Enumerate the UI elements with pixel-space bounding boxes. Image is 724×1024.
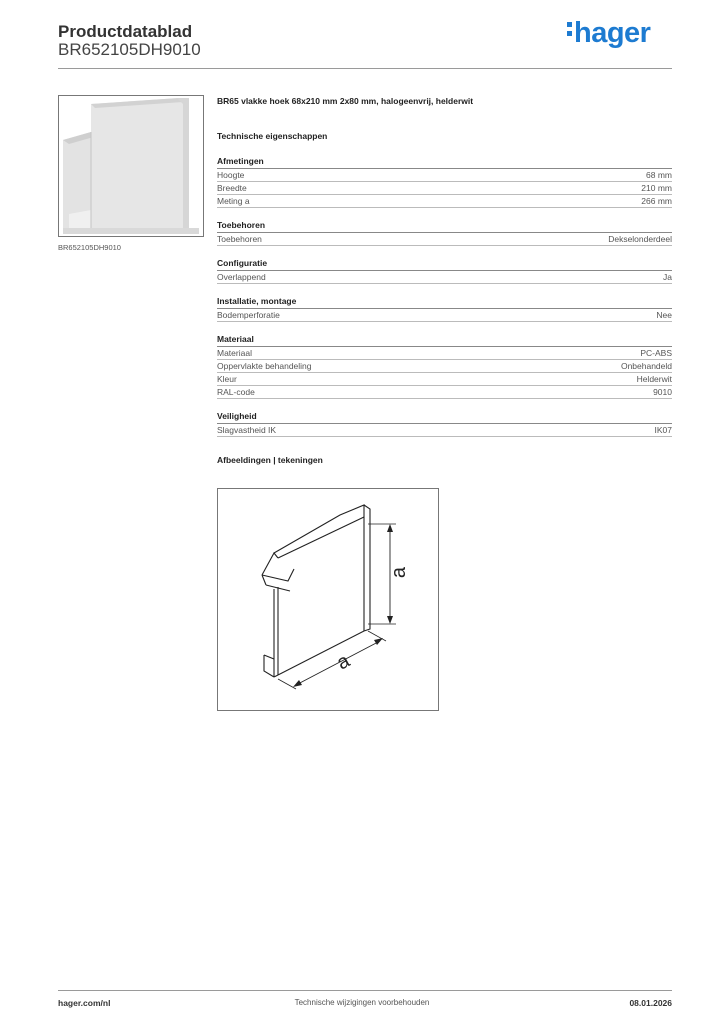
spec-value: Onbehandeld [620,361,672,371]
section-configuratie [217,258,672,284]
section-toebehoren [217,220,672,246]
section-materiaal [217,334,672,399]
footer-date: 08.01.2026 [629,998,672,1008]
logo-colon-icon [567,18,573,40]
footer-divider [58,990,672,991]
spec-row [217,360,672,373]
product-description: BR65 vlakke hoek 68x210 mm 2x80 mm, halogeenvrij, helderwit [217,96,474,106]
spec-value: Nee [656,310,672,320]
spec-value: Ja [663,272,672,282]
dimension-label-height: a [388,566,411,579]
spec-value: 9010 [653,387,672,397]
specifications [217,96,672,465]
spec-row [217,271,672,284]
spec-label: Overlappend [217,272,266,282]
product-code: BR652105DH9010 [58,40,201,59]
spec-row [217,309,672,322]
spec-row [217,347,672,360]
spec-label: Kleur [217,374,237,384]
spec-row [217,386,672,399]
page-title: Productdatablad [58,22,193,41]
section-title: Materiaal [217,334,672,347]
spec-value: 68 mm [646,170,672,180]
section-title: Veiligheid [217,411,672,424]
technical-drawing [217,488,439,711]
spec-label: Oppervlakte behandeling [217,361,312,371]
footer-notice: Technische wijzigingen voorbehouden [294,998,430,1007]
section-installatie [217,296,672,322]
spec-row [217,182,672,195]
dimension-label-width: a [333,649,354,675]
spec-row [217,195,672,208]
section-title: Afmetingen [217,156,672,169]
spec-label: Meting a [217,196,250,206]
spec-label: Bodemperforatie [217,310,280,320]
spec-row [217,233,672,246]
section-veiligheid [217,411,672,437]
section-afmetingen [217,156,672,208]
spec-label: Hoogte [217,170,245,180]
footer-website-link[interactable]: hager.com/nl [58,998,111,1008]
spec-row [217,169,672,182]
spec-value: 210 mm [641,183,672,193]
technical-drawing-image [218,489,438,710]
spec-row [217,424,672,437]
header-divider [58,68,672,69]
spec-label: RAL-code [217,387,255,397]
hager-logo [567,17,650,50]
photo-caption: BR652105DH9010 [58,243,121,252]
spec-row [217,373,672,386]
technical-properties-heading: Technische eigenschappen [217,131,328,141]
section-title: Installatie, montage [217,296,672,309]
spec-value: IK07 [654,425,672,435]
spec-label: Breedte [217,183,247,193]
logo-text: hager [574,17,651,49]
spec-value: 266 mm [641,196,672,206]
spec-value: PC-ABS [640,348,672,358]
spec-label: Toebehoren [217,234,262,244]
section-title: Configuratie [217,258,672,271]
spec-value: Dekselonderdeel [608,234,672,244]
product-photo-image [59,96,203,236]
section-title: Toebehoren [217,220,672,233]
spec-label: Slagvastheid IK [217,425,277,435]
drawings-heading: Afbeeldingen | tekeningen [217,455,323,465]
spec-label: Materiaal [217,348,252,358]
product-photo [58,95,204,237]
spec-value: Helderwit [636,374,672,384]
